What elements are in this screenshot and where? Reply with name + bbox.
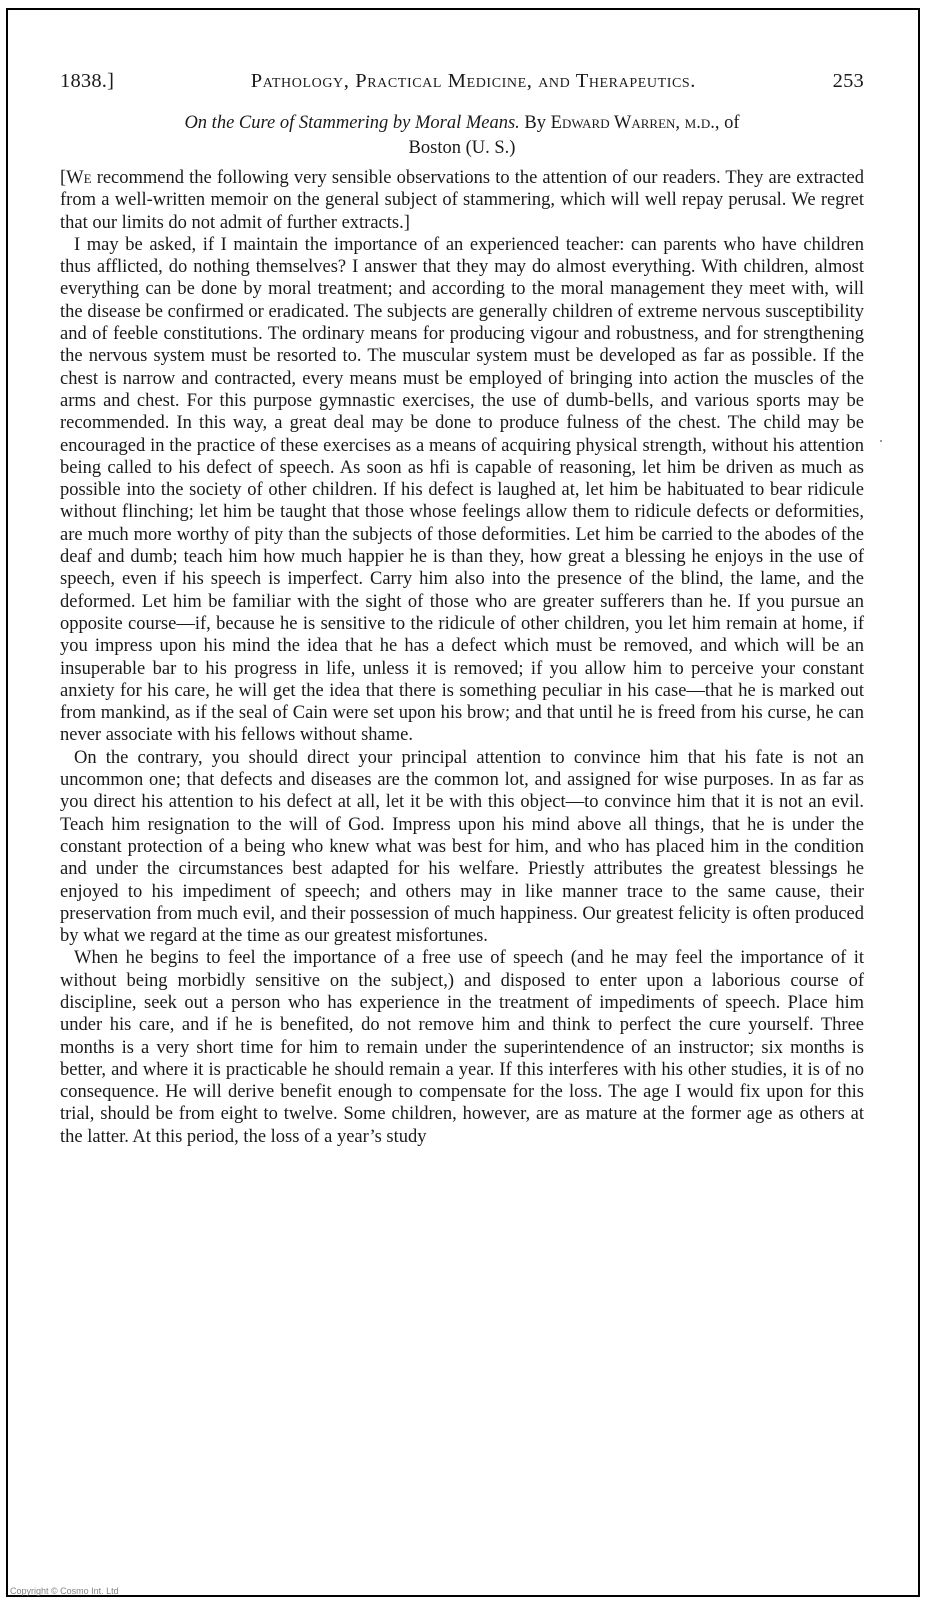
- author-location: Boston (U. S.): [408, 138, 516, 158]
- article-author: Edward Warren, m.d.,: [550, 113, 720, 133]
- paragraph-2: On the contrary, you should direct your principal attention to convince him that his fate is not an uncommon one; that defects and diseases are the common lot, and assigned for wise purposes. In as far as you direct his attention to his defect at all, let it be with this object—to convince him that it is not an evil. Teach him resignation to the will of God. Impress upon his mind above all things, that he is under the constant protection of a being who knew what was best for him, and who has placed him in the condition and under the circumstances best adapted for his welfare. Priestly attributes the greatest blessings he enjoyed to his impediment of speech; and others may in like manner trace to the same cause, their preservation from much evil, and their possession of much happiness. Our greatest felicity is often produced by what we regard at the time as our greatest misfortunes.: [60, 747, 864, 947]
- editor-note-paragraph: [60, 167, 864, 234]
- running-head-year: 1838.]: [60, 70, 115, 92]
- article-body: [60, 167, 864, 1148]
- article-title: On the Cure of Stammering by Moral Means.: [184, 113, 520, 133]
- byline-by: By: [524, 113, 547, 133]
- paragraph-1: I may be asked, if I maintain the importance of an experienced teacher: can parents who have children thus afflicted, do nothing themselves? I answer that they may do almost everything. With children, almost everything can be done by moral treatment; and according to the moral management they meet with, will the disease be confirmed or eradicated. The subjects are generally children of extreme nervous susceptibility and of feeble constitutions. The ordinary means for producing vigour and robustness, and for strengthening the nervous system must be resorted to. The muscular system must be developed as far as possible. If the chest is narrow and contracted, every means must be employed of bringing into action the muscles of the arms and chest. For this purpose gymnastic exercises, the use of dumb-bells, and various sports may be recommended. In this way, a great deal may be done to produce fulness of the chest. The child may be encouraged in the practice of these exercises as a means of acquiring physical strength, without his attention being called to his defect of speech. As soon as hfi is capable of reasoning, let him be driven as much as possible into the society of other children. If his defect is laughed at, let him be habituated to bear ridicule without flinching; let him be taught that those whose feelings allow them to ridicule defects or deformities, are much more worthy of pity than the subjects of those deformities. Let him be carried to the abodes of the deaf and dumb; teach him how much happier he is than they, how great a blessing he enjoys in the use of speech, even if his speech is imperfect. Carry him also into the presence of the blind, the lame, and the deformed. Let him be familiar with the sight of those who are greater sufferers than he. If you pursue an opposite course—if, because he is sensitive to the ridicule of other children, you let him remain at home, if you impress upon his mind the idea that he has a defect which must be removed, and which will be an insuperable bar to his progress in life, unless it is removed; if you allow him to perceive your constant anxiety for his care, he will get the idea that there is something peculiar in his case—that he is marked out from mankind, as if the seal of Cain were set upon his brow; and that until he is freed from his curse, he can never associate with his fellows without shame.: [60, 234, 864, 746]
- intro-text: recommend the following very sensible observations to the attention of our readers. They are extracted from a well-written memoir on the general subject of stammering, which will well repay perusal. We regret that our limits do not admit of further extracts.]: [60, 168, 864, 233]
- open-bracket: [: [60, 168, 67, 188]
- running-head: [60, 70, 864, 93]
- paragraph-3: When he begins to feel the importance of a free use of speech (and he may feel the importance of it without being morbidly sensitive on the subject,) and disposed to enter upon a laborious course of discipline, seek out a person who has experience in the treatment of impediments of speech. Place him under his care, and if he is benefited, do not remove him and think to perfect the cure yourself. Three months is a very short time for him to remain under the superintendence of an instructor; six months is better, and where it is practicable he should remain a year. If this interferes with his other studies, it is of no consequence. He will derive benefit enough to compensate for the loss. The age I would fix upon for this trial, should be from eight to twelve. Some children, however, are as mature at the former age as others at the latter. At this period, the loss of a year’s study: [60, 948, 864, 1147]
- printed-page: [60, 70, 864, 1148]
- article-heading: [60, 111, 864, 161]
- intro-first-word: We: [66, 168, 92, 188]
- byline-of: of: [724, 113, 740, 133]
- page-number: 253: [832, 70, 864, 92]
- running-head-title: Pathology, Practical Medicine, and Therapeutics.: [250, 70, 697, 92]
- copyright-watermark: Copyright © Cosmo Int. Ltd: [10, 1586, 119, 1596]
- paper-speck: [880, 440, 882, 442]
